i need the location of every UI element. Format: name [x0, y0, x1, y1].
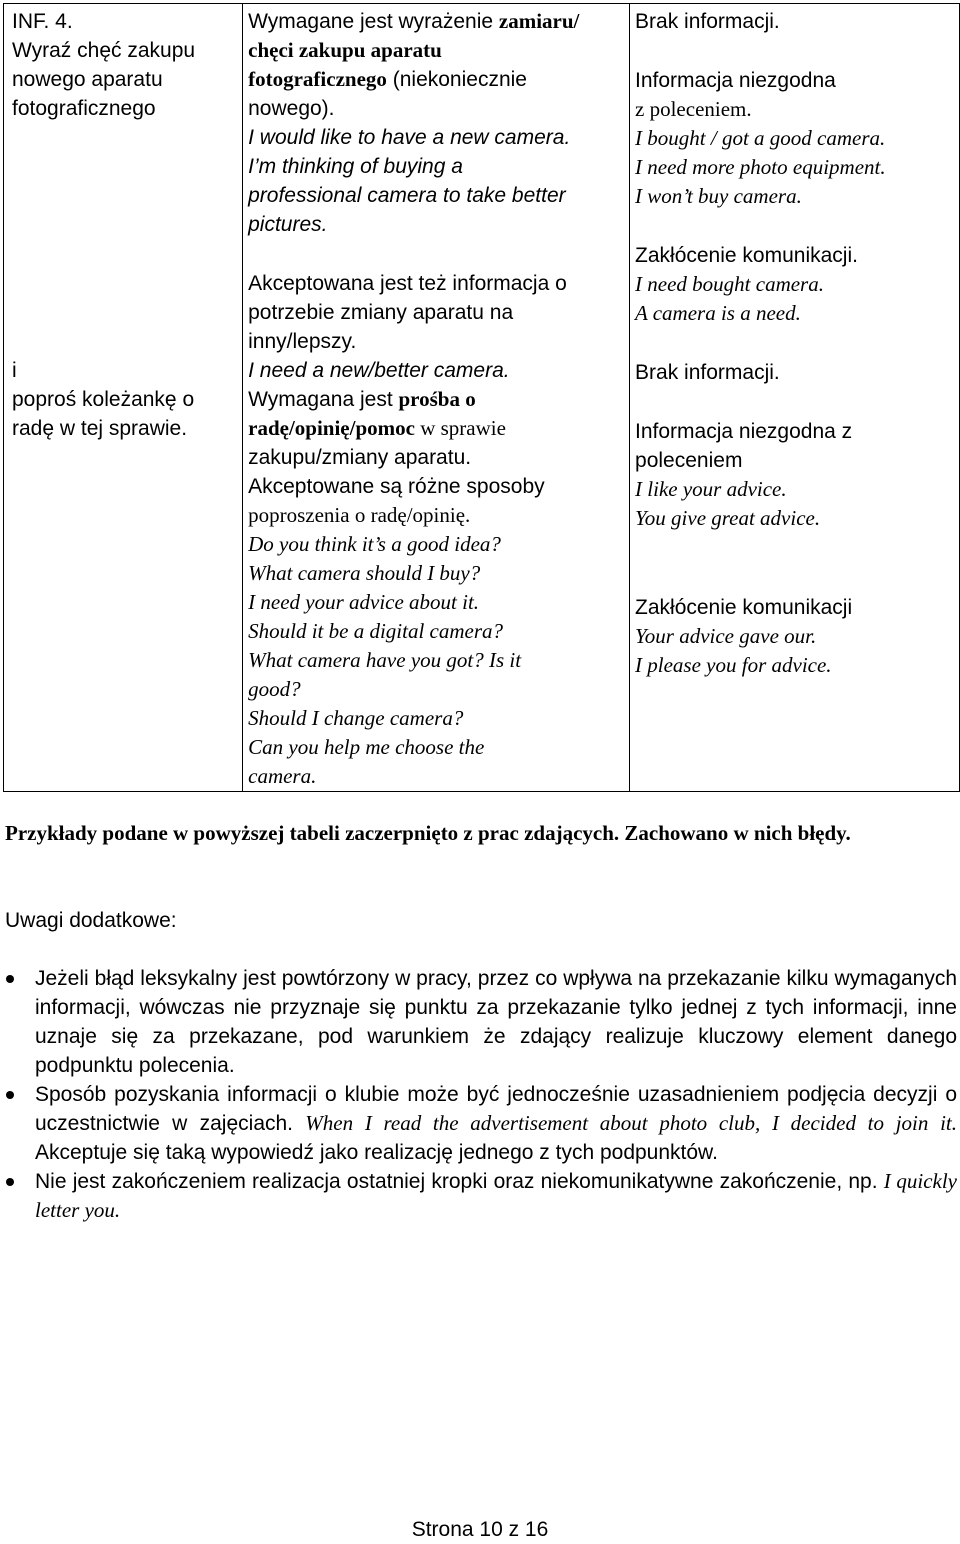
accept-line: poproszenia o radę/opinię. [248, 503, 471, 527]
task-line: INF. 4. [12, 10, 73, 33]
example-line: I would like to have a new camera. [248, 126, 571, 149]
criteria-table [3, 3, 960, 792]
accept-line: inny/lepszy. [248, 330, 357, 353]
error-example: I please you for advice. [635, 653, 832, 677]
accept-line: Akceptowane są różne sposoby [248, 475, 545, 498]
error-example: I need bought camera. [635, 272, 824, 296]
requirements-cell [243, 4, 630, 792]
bullet-icon [6, 1091, 14, 1099]
accept-line: Akceptowana jest też informacja o [248, 272, 567, 295]
example-line: Do you think it’s a good idea? [248, 532, 501, 556]
task-line: nowego aparatu [12, 68, 163, 91]
error-category: Brak informacji. [635, 10, 780, 33]
example-line: Should I change camera? [248, 706, 464, 730]
accept-line: potrzebie zmiany aparatu na [248, 301, 514, 324]
error-category: poleceniem [635, 449, 743, 472]
error-example: Your advice gave our. [635, 624, 817, 648]
example-line: I need your advice about it. [248, 590, 480, 614]
note-text: Jeżeli błąd leksykalny jest powtórzony w pracy, przez co wpływa na przekazanie kilku wymaganych informacji, wówczas nie przyznaje się punktu za przekazanie tylko jednej z tych informacji, inne uznaje się za przekazane, pod warunkiem że zdający realizuje kluczowy element danego podpunktu polecenia. [35, 967, 957, 1077]
task-cell [4, 4, 243, 792]
error-example: I need more photo equipment. [635, 155, 886, 179]
example-line: What camera should I buy? [248, 561, 481, 585]
bullet-icon [6, 975, 14, 983]
error-example: You give great advice. [635, 506, 821, 530]
note-text: Sposób pozyskania informacji o klubie może być jednocześnie uzasadnieniem podjęcia decyzji o uczestnictwie w zajęciach. [35, 1083, 957, 1135]
example-line: I’m thinking of buying a [248, 155, 463, 178]
example-line: Can you help me choose the [248, 735, 485, 759]
requirement-1-cont: fotograficznego (niekoniecznie [248, 67, 527, 91]
error-category: Informacja niezgodna z [635, 420, 853, 443]
requirement-2-cont: radę/opinię/pomoc w sprawie [248, 416, 506, 440]
error-example: I like your advice. [635, 477, 787, 501]
task-line: poproś koleżankę o [12, 388, 195, 411]
task-heading [12, 7, 242, 123]
requirement-1-cont: nowego). [248, 97, 335, 120]
requirement-1-cont: chęci zakupu aparatu [248, 38, 442, 62]
note-text: Nie jest zakończeniem realizacja ostatniej kropki oraz niekomunikatywne zakończenie, np. [35, 1170, 884, 1193]
requirement-2-cont: zakupu/zmiany aparatu. [248, 446, 472, 469]
task-line: i [12, 359, 17, 382]
requirement-1: Wymagane jest wyrażenie zamiaru/ [248, 9, 580, 33]
error-category: Zakłócenie komunikacji [635, 596, 853, 619]
example-line: professional camera to take better [248, 184, 566, 207]
note-item [0, 1167, 957, 1225]
requirement-2: Wymagana jest prośba o [248, 387, 476, 411]
note-example: I quickly letter you. [35, 1169, 958, 1222]
note-text: Akceptuje się taką wypowiedź jako realizację jednego z tych podpunktów. [35, 1141, 718, 1164]
example-line: I need a new/better camera. [248, 359, 510, 382]
additional-notes-list [0, 964, 957, 1225]
note-example: When I read the advertisement about photo club, I decided to join it. [305, 1111, 957, 1135]
note-item [0, 1080, 957, 1167]
example-line: good? [248, 677, 301, 701]
errors-cell [630, 4, 960, 792]
error-example: A camera is a need. [635, 301, 801, 325]
error-example: I bought / got a good camera. [635, 126, 886, 150]
task-subheading [12, 356, 242, 443]
error-category: z poleceniem. [635, 97, 752, 121]
task-line: radę w tej sprawie. [12, 417, 188, 440]
additional-notes-title: Uwagi dodatkowe: [5, 909, 177, 932]
task-line: fotograficznego [12, 97, 156, 120]
error-category: Brak informacji. [635, 361, 780, 384]
page-number: Strona 10 z 16 [411, 1518, 549, 1541]
task-line: Wyraź chęć zakupu [12, 39, 196, 62]
example-line: What camera have you got? Is it [248, 648, 522, 672]
example-line: pictures. [248, 213, 328, 236]
error-category: Informacja niezgodna [635, 69, 836, 92]
error-example: I won’t buy camera. [635, 184, 802, 208]
bullet-icon [6, 1178, 14, 1186]
error-category: Zakłócenie komunikacji. [635, 244, 858, 267]
examples-footnote: Przykłady podane w powyższej tabeli zaczerpnięto z prac zdających. Zachowano w nich błędy. [5, 821, 851, 845]
example-line: camera. [248, 764, 317, 788]
example-line: Should it be a digital camera? [248, 619, 504, 643]
note-item [0, 964, 957, 1080]
